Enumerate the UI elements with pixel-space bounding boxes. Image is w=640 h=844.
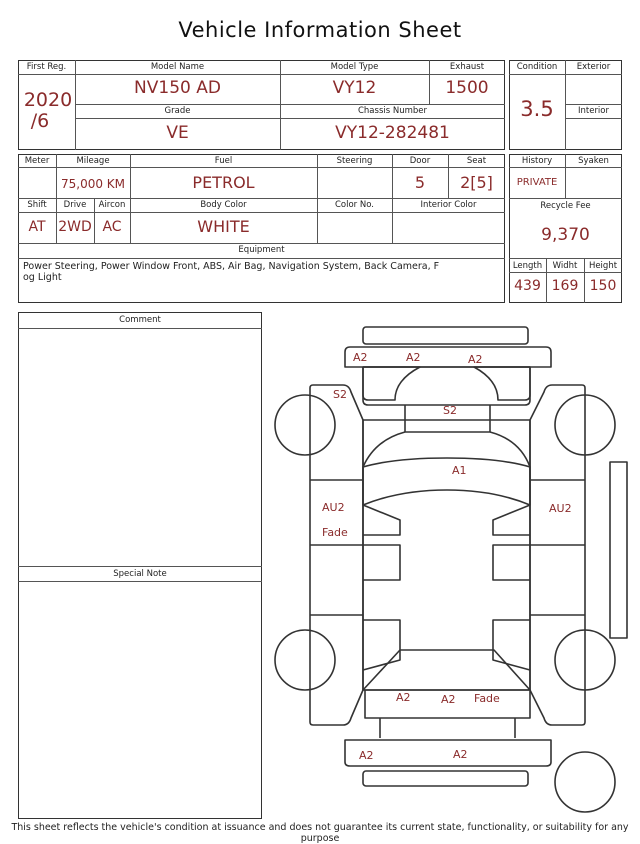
height-label: Height	[588, 261, 618, 271]
damage-front-bumper-left: A2	[353, 351, 368, 364]
exhaust-label: Exhaust	[449, 62, 485, 72]
width-value: 169	[551, 278, 579, 294]
interior-color-label: Interior Color	[420, 200, 477, 210]
grade-label: Grade	[164, 106, 191, 116]
damage-front-bumper-right: A2	[468, 353, 483, 366]
damage-rear-gate-note: Fade	[474, 692, 500, 705]
equipment-label: Equipment	[238, 245, 285, 255]
damage-left-front-door: AU2	[322, 501, 345, 514]
equipment-line-2: og Light	[23, 272, 62, 283]
damage-right-front-door: AU2	[549, 502, 572, 515]
damage-rear-gate-left: A2	[396, 691, 411, 704]
history-label: History	[521, 156, 553, 166]
color-no-label: Color No.	[334, 200, 374, 210]
body-color-label: Body Color	[200, 200, 247, 210]
first-reg-month: /6	[30, 110, 50, 132]
interior-label: Interior	[577, 106, 609, 116]
first-reg-year: 2020	[23, 89, 73, 111]
meter-label: Meter	[24, 156, 50, 166]
chassis-number-label: Chassis Number	[357, 106, 428, 116]
condition-label: Condition	[516, 62, 558, 72]
exhaust-value: 1500	[445, 78, 489, 98]
chassis-number-value: VY12-282481	[335, 123, 450, 143]
shift-value: AT	[28, 219, 46, 235]
steering-label: Steering	[336, 156, 373, 166]
damage-roof: A1	[452, 464, 467, 477]
drive-label: Drive	[63, 200, 87, 210]
drive-value: 2WD	[58, 219, 92, 235]
height-value: 150	[589, 278, 617, 294]
door-value: 5	[414, 173, 426, 192]
damage-front-bumper-center: A2	[406, 351, 421, 364]
first-reg-label: First Reg.	[26, 62, 67, 72]
damage-left-front-door-note: Fade	[322, 526, 348, 539]
equipment-line-1: Power Steering, Power Window Front, ABS, Air Bag, Navigation System, Back Camera, F	[23, 261, 440, 272]
history-value: PRIVATE	[516, 177, 558, 188]
door-label: Door	[409, 156, 431, 166]
seat-value: 2[5]	[460, 173, 493, 192]
model-name-label: Model Name	[150, 62, 205, 72]
grade-value: VE	[166, 123, 189, 143]
model-type-value: VY12	[332, 78, 377, 98]
fuel-label: Fuel	[214, 156, 233, 166]
model-name-value: NV150 AD	[134, 78, 221, 98]
exterior-label: Exterior	[576, 62, 611, 72]
damage-rear-gate-center: A2	[441, 693, 456, 706]
width-label: Widht	[552, 261, 578, 271]
condition-value: 3.5	[520, 97, 554, 121]
model-type-label: Model Type	[330, 62, 379, 72]
mileage-value: 75,000 KM	[60, 177, 126, 191]
special-note-label: Special Note	[113, 569, 167, 579]
damage-rear-bumper-right: A2	[453, 748, 468, 761]
fuel-value: PETROL	[192, 173, 255, 192]
recycle-fee-value: 9,370	[541, 225, 590, 245]
vehicle-damage-diagram	[268, 318, 628, 818]
shift-label: Shift	[27, 200, 47, 210]
mileage-label: Mileage	[76, 156, 110, 166]
aircon-label: Aircon	[98, 200, 126, 210]
body-color-value: WHITE	[197, 217, 250, 236]
seat-label: Seat	[466, 156, 487, 166]
comment-label: Comment	[119, 315, 161, 325]
aircon-value: AC	[102, 219, 122, 235]
sheet-title: Vehicle Information Sheet	[178, 18, 462, 42]
length-value: 439	[514, 278, 541, 294]
damage-hood-center: S2	[443, 404, 457, 417]
recycle-fee-label: Recycle Fee	[540, 201, 591, 211]
disclaimer-footer: This sheet reflects the vehicle's condition at issuance and does not guarantee its current state, functionality, or suitability for any purpose	[11, 822, 629, 844]
damage-hood-left: S2	[333, 388, 347, 401]
length-label: Length	[512, 261, 543, 271]
damage-rear-bumper-left: A2	[359, 749, 374, 762]
syaken-label: Syaken	[578, 156, 609, 166]
